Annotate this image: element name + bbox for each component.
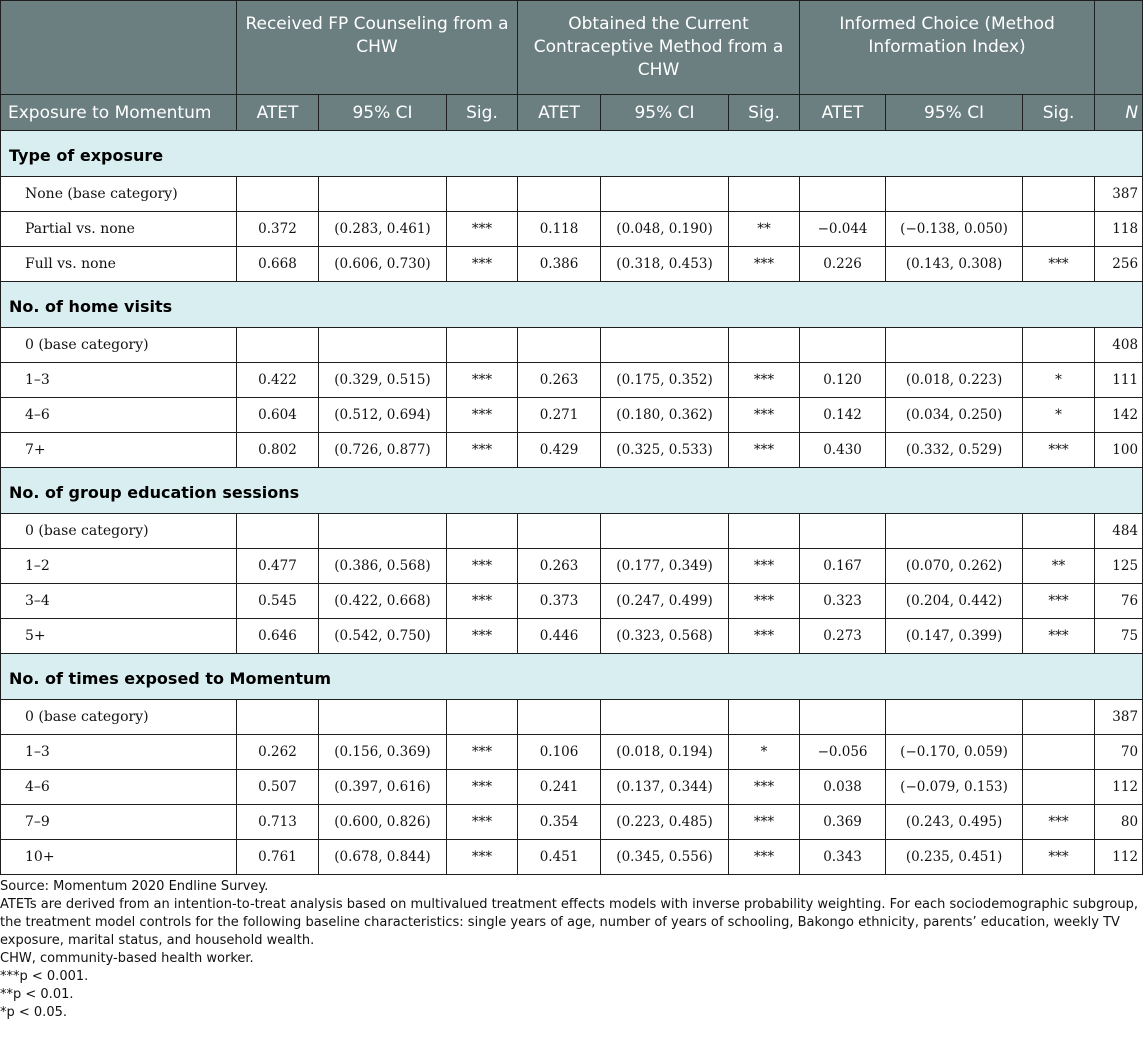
cell-sig xyxy=(1023,212,1095,247)
table-row xyxy=(1,735,1143,770)
row-label: 0 (base category) xyxy=(1,328,237,363)
cell-sig: *** xyxy=(729,433,800,468)
row-label: 5+ xyxy=(1,619,237,654)
cell-atet: 0.604 xyxy=(237,398,319,433)
cell-atet: 0.802 xyxy=(237,433,319,468)
cell-n: 111 xyxy=(1095,363,1143,398)
cell-ci xyxy=(319,177,447,212)
cell-atet: 0.369 xyxy=(800,805,886,840)
col-sig: Sig. xyxy=(447,95,518,131)
cell-atet: 0.120 xyxy=(800,363,886,398)
cell-atet: 0.262 xyxy=(237,735,319,770)
cell-sig: *** xyxy=(1023,433,1095,468)
cell-atet xyxy=(518,177,601,212)
cell-sig: * xyxy=(1023,363,1095,398)
group-header-informed-choice: Informed Choice (Method Information Index) xyxy=(800,1,1095,95)
cell-atet xyxy=(237,177,319,212)
table-row xyxy=(1,549,1143,584)
cell-atet: 0.118 xyxy=(518,212,601,247)
cell-atet: 0.263 xyxy=(518,549,601,584)
cell-ci: (0.048, 0.190) xyxy=(601,212,729,247)
cell-ci xyxy=(601,177,729,212)
col-ci: 95% CI xyxy=(601,95,729,131)
cell-ci: (0.235, 0.451) xyxy=(886,840,1023,875)
cell-ci: (0.147, 0.399) xyxy=(886,619,1023,654)
row-label: Full vs. none xyxy=(1,247,237,282)
cell-sig: *** xyxy=(447,363,518,398)
cell-atet: 0.241 xyxy=(518,770,601,805)
cell-sig: *** xyxy=(729,247,800,282)
cell-sig: *** xyxy=(447,619,518,654)
cell-ci xyxy=(886,700,1023,735)
cell-atet: −0.056 xyxy=(800,735,886,770)
cell-ci: (−0.079, 0.153) xyxy=(886,770,1023,805)
cell-ci: (0.422, 0.668) xyxy=(319,584,447,619)
cell-atet: 0.106 xyxy=(518,735,601,770)
cell-atet: 0.323 xyxy=(800,584,886,619)
cell-sig xyxy=(729,514,800,549)
cell-ci: (0.329, 0.515) xyxy=(319,363,447,398)
cell-sig: ** xyxy=(729,212,800,247)
cell-atet: 0.668 xyxy=(237,247,319,282)
cell-ci: (0.600, 0.826) xyxy=(319,805,447,840)
cell-sig xyxy=(1023,770,1095,805)
cell-sig: *** xyxy=(729,619,800,654)
cell-ci: (0.018, 0.223) xyxy=(886,363,1023,398)
cell-atet: 0.446 xyxy=(518,619,601,654)
table-row xyxy=(1,619,1143,654)
row-label: 4–6 xyxy=(1,770,237,805)
cell-sig: *** xyxy=(729,363,800,398)
cell-atet xyxy=(237,700,319,735)
cell-n: 118 xyxy=(1095,212,1143,247)
cell-ci: (0.070, 0.262) xyxy=(886,549,1023,584)
cell-atet xyxy=(800,177,886,212)
header-blank xyxy=(1095,1,1143,95)
cell-sig: *** xyxy=(1023,247,1095,282)
table-row xyxy=(1,770,1143,805)
cell-ci xyxy=(601,328,729,363)
cell-n: 100 xyxy=(1095,433,1143,468)
cell-sig: *** xyxy=(1023,805,1095,840)
section-title: No. of times exposed to Momentum xyxy=(1,654,1143,700)
row-label: 1–3 xyxy=(1,363,237,398)
cell-n: 142 xyxy=(1095,398,1143,433)
row-label-header: Exposure to Momentum xyxy=(1,95,237,131)
col-atet: ATET xyxy=(237,95,319,131)
row-label: 3–4 xyxy=(1,584,237,619)
cell-ci: (0.243, 0.495) xyxy=(886,805,1023,840)
cell-ci: (0.137, 0.344) xyxy=(601,770,729,805)
row-label: 1–3 xyxy=(1,735,237,770)
cell-sig: *** xyxy=(729,840,800,875)
cell-ci: (0.223, 0.485) xyxy=(601,805,729,840)
section-row xyxy=(1,131,1143,177)
cell-atet xyxy=(518,700,601,735)
cell-n: 80 xyxy=(1095,805,1143,840)
cell-sig xyxy=(447,700,518,735)
table-row xyxy=(1,514,1143,549)
table-row xyxy=(1,177,1143,212)
cell-ci: (0.345, 0.556) xyxy=(601,840,729,875)
cell-ci: (0.018, 0.194) xyxy=(601,735,729,770)
cell-sig xyxy=(1023,177,1095,212)
cell-sig: *** xyxy=(447,805,518,840)
cell-ci xyxy=(601,700,729,735)
table-row xyxy=(1,584,1143,619)
cell-sig: *** xyxy=(729,584,800,619)
cell-sig: ** xyxy=(1023,549,1095,584)
cell-atet xyxy=(800,514,886,549)
cell-ci: (0.332, 0.529) xyxy=(886,433,1023,468)
cell-sig: *** xyxy=(447,212,518,247)
cell-n: 76 xyxy=(1095,584,1143,619)
cell-atet xyxy=(800,328,886,363)
cell-ci: (0.542, 0.750) xyxy=(319,619,447,654)
cell-ci xyxy=(319,328,447,363)
table-row xyxy=(1,840,1143,875)
cell-sig xyxy=(447,514,518,549)
cell-sig: *** xyxy=(447,735,518,770)
cell-atet: 0.038 xyxy=(800,770,886,805)
cell-ci xyxy=(319,700,447,735)
cell-n: 256 xyxy=(1095,247,1143,282)
group-header-fp-counseling: Received FP Counseling from a CHW xyxy=(237,1,518,95)
table-row xyxy=(1,212,1143,247)
col-ci: 95% CI xyxy=(886,95,1023,131)
cell-ci: (0.726, 0.877) xyxy=(319,433,447,468)
cell-ci xyxy=(886,514,1023,549)
row-label: 7+ xyxy=(1,433,237,468)
cell-atet: −0.044 xyxy=(800,212,886,247)
row-label: 10+ xyxy=(1,840,237,875)
cell-ci: (0.678, 0.844) xyxy=(319,840,447,875)
table-notes xyxy=(0,878,1146,1022)
cell-atet xyxy=(800,700,886,735)
cell-atet: 0.373 xyxy=(518,584,601,619)
cell-sig: * xyxy=(729,735,800,770)
section-title: No. of home visits xyxy=(1,282,1143,328)
cell-sig xyxy=(1023,735,1095,770)
cell-sig: *** xyxy=(447,433,518,468)
cell-sig xyxy=(729,177,800,212)
table-row xyxy=(1,398,1143,433)
cell-sig: *** xyxy=(1023,840,1095,875)
row-label: 0 (base category) xyxy=(1,514,237,549)
section-row xyxy=(1,282,1143,328)
cell-n: 112 xyxy=(1095,840,1143,875)
cell-atet xyxy=(518,514,601,549)
cell-ci xyxy=(886,328,1023,363)
group-header-contraceptive-method: Obtained the Current Contraceptive Method from a CHW xyxy=(518,1,800,95)
col-sig: Sig. xyxy=(729,95,800,131)
cell-atet xyxy=(237,328,319,363)
cell-n: 125 xyxy=(1095,549,1143,584)
cell-atet: 0.477 xyxy=(237,549,319,584)
header-blank xyxy=(1,1,237,95)
cell-sig: *** xyxy=(729,805,800,840)
cell-n: 75 xyxy=(1095,619,1143,654)
cell-atet: 0.167 xyxy=(800,549,886,584)
cell-atet: 0.372 xyxy=(237,212,319,247)
cell-atet: 0.507 xyxy=(237,770,319,805)
cell-ci: (0.318, 0.453) xyxy=(601,247,729,282)
cell-atet: 0.545 xyxy=(237,584,319,619)
cell-ci: (0.323, 0.568) xyxy=(601,619,729,654)
col-n: N xyxy=(1095,95,1143,131)
cell-atet xyxy=(518,328,601,363)
cell-sig: * xyxy=(1023,398,1095,433)
cell-sig: *** xyxy=(729,398,800,433)
cell-atet: 0.429 xyxy=(518,433,601,468)
cell-ci: (0.143, 0.308) xyxy=(886,247,1023,282)
cell-sig: *** xyxy=(1023,584,1095,619)
cell-atet xyxy=(237,514,319,549)
row-label: 0 (base category) xyxy=(1,700,237,735)
cell-atet: 0.713 xyxy=(237,805,319,840)
cell-ci: (0.247, 0.499) xyxy=(601,584,729,619)
cell-ci: (0.283, 0.461) xyxy=(319,212,447,247)
col-ci: 95% CI xyxy=(319,95,447,131)
row-label: 1–2 xyxy=(1,549,237,584)
cell-ci: (0.177, 0.349) xyxy=(601,549,729,584)
cell-atet: 0.646 xyxy=(237,619,319,654)
cell-n: 70 xyxy=(1095,735,1143,770)
cell-sig xyxy=(729,328,800,363)
cell-ci: (0.180, 0.362) xyxy=(601,398,729,433)
table-row xyxy=(1,247,1143,282)
section-title: No. of group education sessions xyxy=(1,468,1143,514)
cell-atet: 0.271 xyxy=(518,398,601,433)
table-row xyxy=(1,700,1143,735)
section-row xyxy=(1,654,1143,700)
row-label: 7–9 xyxy=(1,805,237,840)
cell-atet: 0.142 xyxy=(800,398,886,433)
cell-sig xyxy=(1023,514,1095,549)
cell-ci xyxy=(601,514,729,549)
cell-atet: 0.226 xyxy=(800,247,886,282)
note-sig-01: **p < 0.01. xyxy=(0,987,74,1002)
section-row xyxy=(1,468,1143,514)
cell-atet: 0.343 xyxy=(800,840,886,875)
cell-sig: *** xyxy=(1023,619,1095,654)
cell-n: 408 xyxy=(1095,328,1143,363)
cell-ci: (0.175, 0.352) xyxy=(601,363,729,398)
cell-n: 387 xyxy=(1095,700,1143,735)
cell-n: 484 xyxy=(1095,514,1143,549)
row-label: 4–6 xyxy=(1,398,237,433)
table-row xyxy=(1,433,1143,468)
cell-sig: *** xyxy=(447,247,518,282)
cell-ci: (−0.138, 0.050) xyxy=(886,212,1023,247)
cell-atet: 0.761 xyxy=(237,840,319,875)
col-atet: ATET xyxy=(518,95,601,131)
note-abbreviation: CHW, community-based health worker. xyxy=(0,951,254,966)
cell-ci: (−0.170, 0.059) xyxy=(886,735,1023,770)
cell-sig: *** xyxy=(447,549,518,584)
cell-atet: 0.430 xyxy=(800,433,886,468)
cell-sig: *** xyxy=(447,584,518,619)
cell-sig: *** xyxy=(447,398,518,433)
cell-sig xyxy=(1023,700,1095,735)
cell-ci xyxy=(319,514,447,549)
col-atet: ATET xyxy=(800,95,886,131)
table-row xyxy=(1,363,1143,398)
col-sig: Sig. xyxy=(1023,95,1095,131)
cell-ci: (0.512, 0.694) xyxy=(319,398,447,433)
cell-ci: (0.034, 0.250) xyxy=(886,398,1023,433)
row-label: Partial vs. none xyxy=(1,212,237,247)
cell-sig xyxy=(1023,328,1095,363)
cell-sig xyxy=(447,328,518,363)
cell-ci: (0.386, 0.568) xyxy=(319,549,447,584)
cell-ci: (0.156, 0.369) xyxy=(319,735,447,770)
cell-sig: *** xyxy=(729,549,800,584)
cell-ci xyxy=(886,177,1023,212)
note-source: Source: Momentum 2020 Endline Survey. xyxy=(0,879,269,894)
cell-ci: (0.606, 0.730) xyxy=(319,247,447,282)
cell-atet: 0.273 xyxy=(800,619,886,654)
cell-sig xyxy=(447,177,518,212)
cell-sig xyxy=(729,700,800,735)
cell-atet: 0.451 xyxy=(518,840,601,875)
row-label: None (base category) xyxy=(1,177,237,212)
cell-sig: *** xyxy=(729,770,800,805)
cell-atet: 0.354 xyxy=(518,805,601,840)
cell-n: 387 xyxy=(1095,177,1143,212)
cell-ci: (0.325, 0.533) xyxy=(601,433,729,468)
section-title: Type of exposure xyxy=(1,131,1143,177)
cell-atet: 0.422 xyxy=(237,363,319,398)
cell-sig: *** xyxy=(447,770,518,805)
cell-atet: 0.263 xyxy=(518,363,601,398)
cell-atet: 0.386 xyxy=(518,247,601,282)
note-sig-001: ***p < 0.001. xyxy=(0,969,89,984)
cell-ci: (0.397, 0.616) xyxy=(319,770,447,805)
note-method: ATETs are derived from an intention-to-treat analysis based on multivalued treatment effects models with inverse probability weighting. For each sociodemographic subgroup, the treatment model controls for the following baseline characteristics: single years of age, number of years of schooling, Bakongo ethnicity, parents’ education, weekly TV exposure, marital status, and household wealth. xyxy=(0,897,1138,948)
table-row xyxy=(1,805,1143,840)
note-sig-05: *p < 0.05. xyxy=(0,1005,67,1020)
table-row xyxy=(1,328,1143,363)
cell-ci: (0.204, 0.442) xyxy=(886,584,1023,619)
cell-n: 112 xyxy=(1095,770,1143,805)
cell-sig: *** xyxy=(447,840,518,875)
